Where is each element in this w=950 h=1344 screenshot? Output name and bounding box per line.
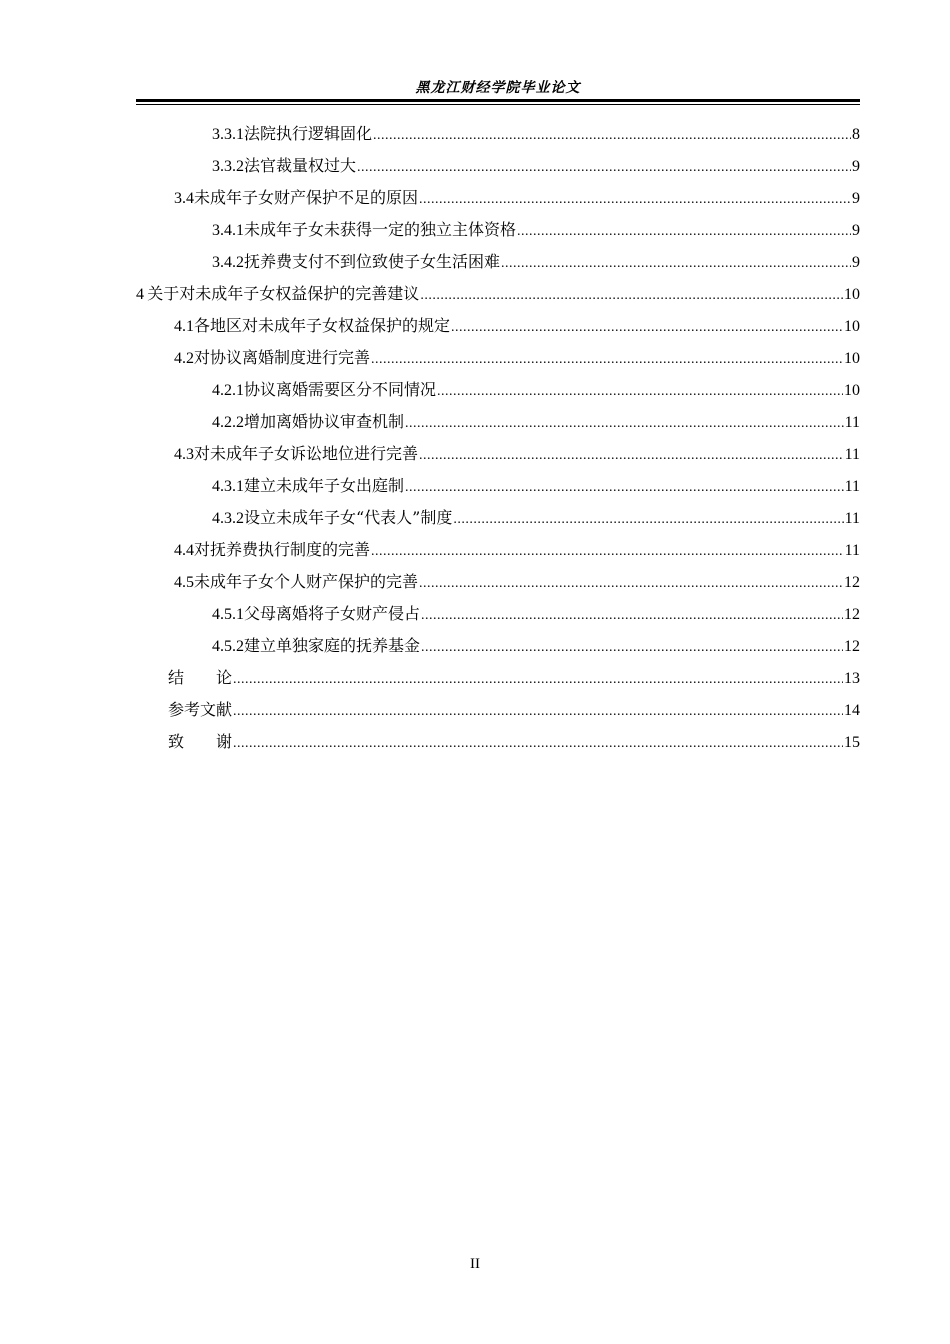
toc-entry[interactable]: [136, 342, 860, 374]
toc-dot-leader: [421, 632, 843, 664]
toc-entry-title: 未成年子女个人财产保护的完善: [194, 572, 419, 591]
toc-entry-number: 4.5.1: [212, 606, 244, 623]
toc-dot-leader: [419, 440, 844, 472]
toc-entry[interactable]: [136, 374, 860, 406]
toc-entry-title: 父母离婚将子女财产侵占: [244, 604, 421, 623]
page-header-title: 黑龙江财经学院毕业论文: [415, 80, 581, 96]
toc-entry[interactable]: [136, 438, 860, 470]
toc-entry-conclusion[interactable]: [136, 662, 860, 694]
toc-entry-page: 15: [844, 734, 860, 751]
toc-entry-title: 对协议离婚制度进行完善: [194, 348, 371, 367]
toc-entry-number: 3.4.2: [212, 254, 244, 271]
toc-dot-leader: [371, 344, 843, 376]
toc-entry-page: 11: [844, 510, 860, 527]
toc-dot-leader: [501, 248, 851, 280]
toc-entry-number: 3.4.1: [212, 222, 244, 239]
toc-entry-page: 12: [844, 574, 860, 591]
toc-entry-title: 参考文献: [168, 700, 233, 719]
toc-entry-number: 4: [136, 286, 144, 303]
toc-entry-page: 12: [844, 638, 860, 655]
toc-entry-page: 11: [844, 446, 860, 463]
toc-dot-leader: [451, 312, 843, 344]
toc-dot-leader: [405, 408, 844, 440]
toc-entry-page: 10: [844, 382, 860, 399]
toc-entry-title: 致 谢: [168, 732, 233, 751]
toc-entry[interactable]: [136, 182, 860, 214]
toc-entry-title: 建立单独家庭的抚养基金: [244, 636, 421, 655]
toc-dot-leader: [421, 600, 843, 632]
toc-entry[interactable]: [136, 214, 860, 246]
toc-dot-leader: [420, 280, 843, 312]
toc-entry-number: 4.3: [174, 446, 194, 463]
toc-entry-page: 9: [852, 254, 860, 271]
toc-entry-page: 11: [844, 414, 860, 431]
toc-entry-title: 未成年子女财产保护不足的原因: [194, 188, 419, 207]
toc-entry-number: 3.3.1: [212, 126, 244, 143]
toc-entry-title: 设立未成年子女“代表人”制度: [244, 508, 453, 527]
toc-entry-number: 4.3.2: [212, 510, 244, 527]
toc-entry-title: 未成年子女未获得一定的独立主体资格: [244, 220, 517, 239]
toc-entry[interactable]: [136, 310, 860, 342]
toc-entry[interactable]: [136, 246, 860, 278]
toc-dot-leader: [357, 152, 851, 184]
toc-dot-leader: [419, 568, 843, 600]
toc-entry-number: 4.2: [174, 350, 194, 367]
toc-entry-title: 对抚养费执行制度的完善: [194, 540, 371, 559]
toc-entry-title: 对未成年子女诉讼地位进行完善: [194, 444, 419, 463]
toc-dot-leader: [233, 696, 843, 728]
toc-entry[interactable]: [136, 534, 860, 566]
toc-entry-page: 9: [852, 158, 860, 175]
toc-entry-title: 增加离婚协议审查机制: [244, 412, 405, 431]
toc-entry-number: 3.4: [174, 190, 194, 207]
toc-entry[interactable]: [136, 278, 860, 310]
toc-entry-page: 11: [844, 542, 860, 559]
toc-entry-title: 关于对未成年子女权益保护的完善建议: [147, 284, 420, 303]
toc-entry-references[interactable]: [136, 694, 860, 726]
toc-dot-leader: [419, 184, 851, 216]
toc-entry[interactable]: [136, 630, 860, 662]
toc-entry-page: 11: [844, 478, 860, 495]
toc-dot-leader: [405, 472, 844, 504]
toc-entry-number: 4.5.2: [212, 638, 244, 655]
toc-entry-title: 抚养费支付不到位致使子女生活困难: [244, 252, 501, 271]
toc-entry-page: 8: [852, 126, 860, 143]
toc-entry-page: 10: [844, 350, 860, 367]
toc-entry-title: 协议离婚需要区分不同情况: [244, 380, 437, 399]
toc-dot-leader: [233, 664, 843, 696]
toc-entry-title: 建立未成年子女出庭制: [244, 476, 405, 495]
toc-entry-page: 14: [844, 702, 860, 719]
toc-entry[interactable]: [136, 406, 860, 438]
header-rule-thin: [136, 104, 860, 105]
toc-entry-number: 4.1: [174, 318, 194, 335]
table-of-contents: [136, 118, 860, 758]
toc-entry-page: 9: [852, 190, 860, 207]
toc-entry[interactable]: [136, 150, 860, 182]
toc-entry-title: 法院执行逻辑固化: [244, 124, 373, 143]
toc-entry[interactable]: [136, 470, 860, 502]
toc-dot-leader: [233, 728, 843, 760]
toc-entry-page: 10: [844, 286, 860, 303]
toc-entry[interactable]: [136, 598, 860, 630]
toc-entry-number: 4.2.2: [212, 414, 244, 431]
toc-entry[interactable]: [136, 118, 860, 150]
toc-entry[interactable]: [136, 566, 860, 598]
toc-entry-acknowledgements[interactable]: [136, 726, 860, 758]
toc-entry-number: 4.4: [174, 542, 194, 559]
toc-dot-leader: [371, 536, 844, 568]
toc-dot-leader: [453, 504, 843, 536]
header-rule-thick: [136, 99, 860, 102]
toc-entry-page: 13: [844, 670, 860, 687]
toc-entry-title: 法官裁量权过大: [244, 156, 357, 175]
toc-entry-number: 4.2.1: [212, 382, 244, 399]
toc-entry-number: 3.3.2: [212, 158, 244, 175]
toc-entry-page: 9: [852, 222, 860, 239]
toc-entry-page: 12: [844, 606, 860, 623]
page-number: II: [470, 1256, 480, 1272]
toc-entry[interactable]: [136, 502, 860, 534]
toc-entry-title: 各地区对未成年子女权益保护的规定: [194, 316, 451, 335]
toc-entry-page: 10: [844, 318, 860, 335]
toc-entry-number: 4.3.1: [212, 478, 244, 495]
toc-dot-leader: [517, 216, 851, 248]
toc-dot-leader: [373, 120, 851, 152]
toc-entry-number: 4.5: [174, 574, 194, 591]
toc-entry-title: 结 论: [168, 668, 233, 687]
toc-dot-leader: [437, 376, 843, 408]
